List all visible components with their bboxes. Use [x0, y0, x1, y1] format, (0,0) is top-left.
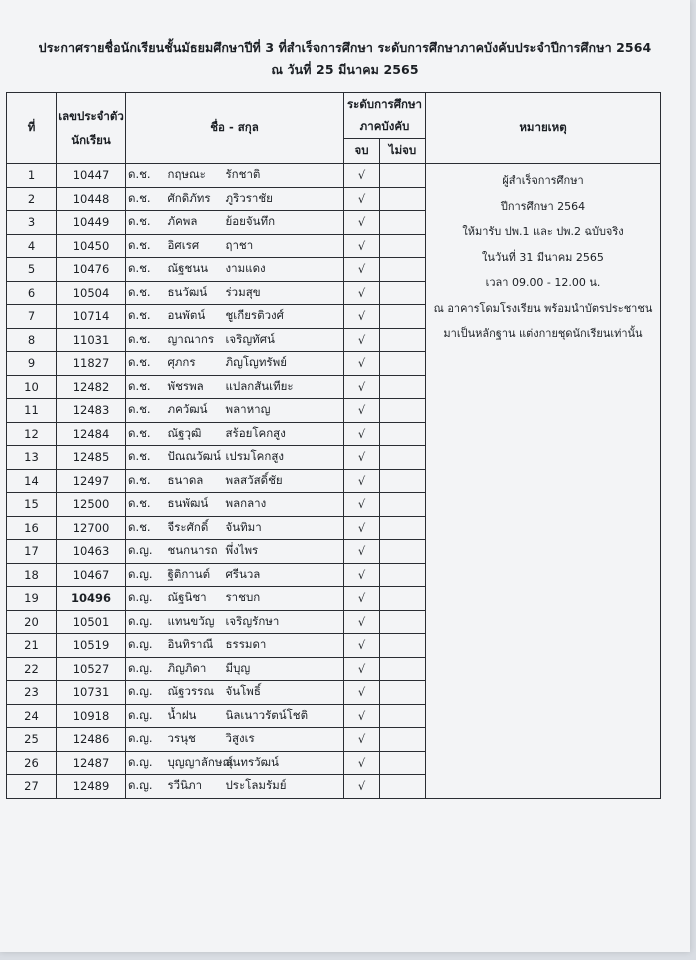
col-header-fail: ไม่จบ: [380, 138, 426, 163]
last-name: จันทิมา: [225, 519, 262, 534]
fail-mark: [380, 775, 426, 799]
student-name: [164, 187, 344, 211]
row-number: 16: [7, 516, 57, 540]
student-id: 12484: [57, 422, 126, 446]
first-name: วรนุช: [167, 731, 196, 746]
name-prefix: ด.ญ.: [126, 751, 164, 775]
student-id: 10476: [57, 258, 126, 282]
fail-mark: [380, 164, 426, 188]
row-number: 6: [7, 281, 57, 305]
student-id: 12500: [57, 493, 126, 517]
first-name: ภัคพล: [167, 214, 198, 229]
fail-mark: [380, 211, 426, 235]
student-name: [164, 516, 344, 540]
name-prefix: ด.ช.: [126, 328, 164, 352]
name-prefix: ด.ช.: [126, 352, 164, 376]
first-name: ศุภกร: [167, 355, 196, 370]
pass-mark: √: [344, 610, 380, 634]
pass-mark: √: [344, 540, 380, 564]
first-name: ปัณณวัฒน์: [167, 449, 221, 464]
first-name: ภิญภิดา: [167, 660, 207, 675]
pass-mark: √: [344, 634, 380, 658]
name-prefix: ด.ช.: [126, 234, 164, 258]
last-name: เจริญทัศน์: [225, 331, 275, 346]
student-name: [164, 164, 344, 188]
name-prefix: ด.ญ.: [126, 563, 164, 587]
student-name: [164, 328, 344, 352]
name-prefix: ด.ญ.: [126, 540, 164, 564]
student-id: 10467: [57, 563, 126, 587]
remark-cell: [426, 164, 661, 799]
row-number: 19: [7, 587, 57, 611]
remark-line: ผู้สำเร็จการศึกษา: [502, 174, 584, 187]
student-name: [164, 258, 344, 282]
fail-mark: [380, 187, 426, 211]
pass-mark: √: [344, 352, 380, 376]
row-number: 13: [7, 446, 57, 470]
fail-mark: [380, 469, 426, 493]
last-name: พลสวัสดิ์ชัย: [225, 472, 283, 487]
first-name: อนพัตน์: [167, 308, 206, 323]
fail-mark: [380, 328, 426, 352]
student-id: 10519: [57, 634, 126, 658]
pass-mark: √: [344, 234, 380, 258]
pass-mark: √: [344, 469, 380, 493]
last-name: จันโพธิ์: [225, 684, 261, 699]
last-name: ฤาชา: [225, 237, 254, 252]
last-name: สุนทรวัฒน์: [225, 754, 279, 769]
student-name: [164, 446, 344, 470]
row-number: 7: [7, 305, 57, 329]
student-id: 12483: [57, 399, 126, 423]
first-name: พัชรพล: [167, 378, 204, 393]
name-prefix: ด.ช.: [126, 164, 164, 188]
first-name: รวีนิภา: [167, 778, 203, 793]
student-id: 10731: [57, 681, 126, 705]
pass-mark: √: [344, 681, 380, 705]
last-name: สร้อยโคกสูง: [225, 425, 286, 440]
pass-mark: √: [344, 187, 380, 211]
pass-mark: √: [344, 704, 380, 728]
first-name: ณัฐวุฒิ: [167, 425, 202, 440]
pass-mark: √: [344, 587, 380, 611]
row-number: 18: [7, 563, 57, 587]
row-number: 23: [7, 681, 57, 705]
name-prefix: ด.ช.: [126, 469, 164, 493]
pass-mark: √: [344, 305, 380, 329]
pass-mark: √: [344, 422, 380, 446]
col-header-level-line2: ภาคบังคับ: [359, 119, 410, 134]
last-name: พึ่งไพร: [225, 543, 259, 558]
name-prefix: ด.ญ.: [126, 610, 164, 634]
row-number: 27: [7, 775, 57, 799]
remark-line: เวลา 09.00 - 12.00 น.: [485, 276, 601, 289]
announcement-title: ประกาศรายชื่อนักเรียนชั้นมัธยมศึกษาปีที่ 3 ที่สำเร็จการศึกษา ระดับการศึกษาภาคบังคับประจำปีการศึกษา 2564: [38, 40, 652, 55]
student-id: 10449: [57, 211, 126, 235]
student-name: [164, 540, 344, 564]
student-id: 10447: [57, 164, 126, 188]
fail-mark: [380, 610, 426, 634]
row-number: 3: [7, 211, 57, 235]
first-name: ณัฐวรรณ: [167, 684, 214, 699]
pass-mark: √: [344, 493, 380, 517]
pass-mark: √: [344, 775, 380, 799]
name-prefix: ด.ช.: [126, 422, 164, 446]
fail-mark: [380, 681, 426, 705]
fail-mark: [380, 493, 426, 517]
student-id: 10504: [57, 281, 126, 305]
student-name: [164, 469, 344, 493]
last-name: ราชบก: [225, 590, 261, 605]
name-prefix: ด.ช.: [126, 258, 164, 282]
student-name: [164, 211, 344, 235]
pass-mark: √: [344, 563, 380, 587]
first-name: ศักดิภัทร: [167, 190, 211, 205]
pass-mark: √: [344, 164, 380, 188]
name-prefix: ด.ญ.: [126, 681, 164, 705]
student-id: 10496: [57, 587, 126, 611]
first-name: ณัฐนิชา: [167, 590, 207, 605]
name-prefix: ด.ช.: [126, 446, 164, 470]
fail-mark: [380, 446, 426, 470]
pass-mark: √: [344, 399, 380, 423]
row-number: 5: [7, 258, 57, 282]
first-name: ญาณากร: [167, 331, 215, 346]
student-name: [164, 399, 344, 423]
last-name: เปรมโคกสูง: [225, 449, 284, 464]
student-name: [164, 657, 344, 681]
fail-mark: [380, 234, 426, 258]
name-prefix: ด.ญ.: [126, 587, 164, 611]
fail-mark: [380, 399, 426, 423]
first-name: ธนาดล: [167, 472, 204, 487]
last-name: แปลกสันเทียะ: [225, 378, 294, 393]
name-prefix: ด.ช.: [126, 399, 164, 423]
announcement-date: ณ วันที่ 25 มีนาคม 2565: [271, 62, 419, 77]
student-name: [164, 281, 344, 305]
col-header-student-id: [57, 93, 126, 164]
first-name: กฤษณะ: [167, 167, 206, 182]
first-name: จีระศักดิ์: [167, 519, 209, 534]
name-prefix: ด.ช.: [126, 375, 164, 399]
first-name: ธนวัฒน์: [167, 284, 208, 299]
fail-mark: [380, 422, 426, 446]
col-header-no: ที่: [7, 93, 57, 164]
first-name: บุญญาลักษณ์: [167, 754, 234, 769]
pass-mark: √: [344, 751, 380, 775]
first-name: ณัฐชนน: [167, 261, 209, 276]
fail-mark: [380, 634, 426, 658]
name-prefix: ด.ญ.: [126, 634, 164, 658]
row-number: 20: [7, 610, 57, 634]
row-number: 12: [7, 422, 57, 446]
first-name: ฐิติกานต์: [167, 566, 211, 581]
fail-mark: [380, 657, 426, 681]
student-name: [164, 587, 344, 611]
fail-mark: [380, 728, 426, 752]
last-name: งามแดง: [225, 261, 266, 276]
row-number: 14: [7, 469, 57, 493]
last-name: ร่วมสุข: [225, 284, 261, 299]
name-prefix: ด.ช.: [126, 187, 164, 211]
row-number: 4: [7, 234, 57, 258]
fail-mark: [380, 305, 426, 329]
fail-mark: [380, 258, 426, 282]
first-name: ชนกนารถ: [167, 543, 218, 558]
fail-mark: [380, 587, 426, 611]
last-name: พลกลาง: [225, 496, 267, 511]
last-name: ศรีนวล: [225, 566, 261, 581]
student-id: 10463: [57, 540, 126, 564]
row-number: 8: [7, 328, 57, 352]
student-id: 10448: [57, 187, 126, 211]
fail-mark: [380, 751, 426, 775]
row-number: 15: [7, 493, 57, 517]
fail-mark: [380, 540, 426, 564]
remark-line: ปีการศึกษา 2564: [500, 199, 586, 213]
col-header-name: ชื่อ - สกุล: [126, 93, 344, 164]
pass-mark: √: [344, 211, 380, 235]
first-name: น้ำฝน: [167, 707, 197, 722]
col-header-remark: หมายเหตุ: [426, 93, 661, 164]
name-prefix: ด.ช.: [126, 281, 164, 305]
col-header-student-id-line1: เลขประจำตัว: [58, 109, 124, 123]
last-name: ประโลมรัมย์: [225, 778, 287, 793]
student-id: 10918: [57, 704, 126, 728]
name-prefix: ด.ญ.: [126, 728, 164, 752]
remark-line: ณ อาคารโดมโรงเรียน พร้อมนำบัตรประชาชน: [433, 301, 653, 315]
student-id: 12482: [57, 375, 126, 399]
fail-mark: [380, 516, 426, 540]
col-header-pass: จบ: [344, 138, 380, 163]
student-id: 12486: [57, 728, 126, 752]
pass-mark: √: [344, 281, 380, 305]
student-id: 12497: [57, 469, 126, 493]
col-header-student-id-line2: นักเรียน: [71, 133, 111, 147]
pass-mark: √: [344, 728, 380, 752]
remark-line: ในวันที่ 31 มีนาคม 2565: [482, 250, 604, 264]
last-name: เจริญรักษา: [225, 613, 280, 628]
col-header-level: [344, 93, 426, 139]
student-name: [164, 704, 344, 728]
row-number: 2: [7, 187, 57, 211]
pass-mark: √: [344, 258, 380, 282]
name-prefix: ด.ช.: [126, 516, 164, 540]
student-name: [164, 234, 344, 258]
student-id: 10501: [57, 610, 126, 634]
first-name: ภควัฒน์: [167, 402, 208, 417]
row-number: 17: [7, 540, 57, 564]
last-name: ชูเกียรติวงศ์: [225, 308, 284, 323]
col-header-level-line1: ระดับการศึกษา: [346, 97, 423, 112]
row-number: 22: [7, 657, 57, 681]
student-name: [164, 751, 344, 775]
last-name: นิลเนาวรัตน์โชติ: [225, 707, 309, 722]
last-name: ย้อยจันทึก: [225, 214, 276, 229]
student-id: 12700: [57, 516, 126, 540]
name-prefix: ด.ช.: [126, 493, 164, 517]
row-number: 10: [7, 375, 57, 399]
student-name: [164, 728, 344, 752]
student-id: 10714: [57, 305, 126, 329]
student-id: 10527: [57, 657, 126, 681]
name-prefix: ด.ช.: [126, 305, 164, 329]
fail-mark: [380, 352, 426, 376]
student-name: [164, 305, 344, 329]
name-prefix: ด.ญ.: [126, 704, 164, 728]
graduate-table: [6, 92, 661, 799]
row-number: 1: [7, 164, 57, 188]
student-id: 12489: [57, 775, 126, 799]
table-row: [7, 164, 661, 188]
last-name: พลาหาญ: [225, 402, 271, 417]
row-number: 25: [7, 728, 57, 752]
fail-mark: [380, 281, 426, 305]
student-name: [164, 493, 344, 517]
student-name: [164, 775, 344, 799]
student-id: 12487: [57, 751, 126, 775]
pass-mark: √: [344, 328, 380, 352]
last-name: รักชาติ: [225, 167, 261, 182]
student-id: 10450: [57, 234, 126, 258]
first-name: แทนขวัญ: [167, 613, 215, 628]
last-name: มีบุญ: [225, 660, 251, 675]
row-number: 11: [7, 399, 57, 423]
last-name: ภิญโญทรัพย์: [225, 355, 287, 370]
row-number: 24: [7, 704, 57, 728]
student-name: [164, 375, 344, 399]
pass-mark: √: [344, 446, 380, 470]
first-name: อินทิราณี: [167, 637, 214, 652]
row-number: 9: [7, 352, 57, 376]
student-name: [164, 563, 344, 587]
row-number: 21: [7, 634, 57, 658]
name-prefix: ด.ญ.: [126, 657, 164, 681]
last-name: ภูริวราชัย: [225, 190, 273, 205]
student-id: 11827: [57, 352, 126, 376]
row-number: 26: [7, 751, 57, 775]
student-id: 11031: [57, 328, 126, 352]
pass-mark: √: [344, 657, 380, 681]
student-name: [164, 610, 344, 634]
fail-mark: [380, 704, 426, 728]
pass-mark: √: [344, 375, 380, 399]
student-name: [164, 352, 344, 376]
name-prefix: ด.ญ.: [126, 775, 164, 799]
first-name: อิศเรศ: [167, 237, 200, 252]
student-name: [164, 681, 344, 705]
remark-line: มาเป็นหลักฐาน แต่งกายชุดนักเรียนเท่านั้น: [443, 327, 643, 340]
fail-mark: [380, 375, 426, 399]
fail-mark: [380, 563, 426, 587]
name-prefix: ด.ช.: [126, 211, 164, 235]
remark-line: ให้มารับ ปพ.1 และ ปพ.2 ฉบับจริง: [462, 225, 624, 238]
last-name: ธรรมดา: [225, 637, 267, 652]
student-name: [164, 422, 344, 446]
student-name: [164, 634, 344, 658]
last-name: วิสูงเร: [225, 731, 255, 746]
first-name: ธนพัฒน์: [167, 496, 209, 511]
student-id: 12485: [57, 446, 126, 470]
pass-mark: √: [344, 516, 380, 540]
